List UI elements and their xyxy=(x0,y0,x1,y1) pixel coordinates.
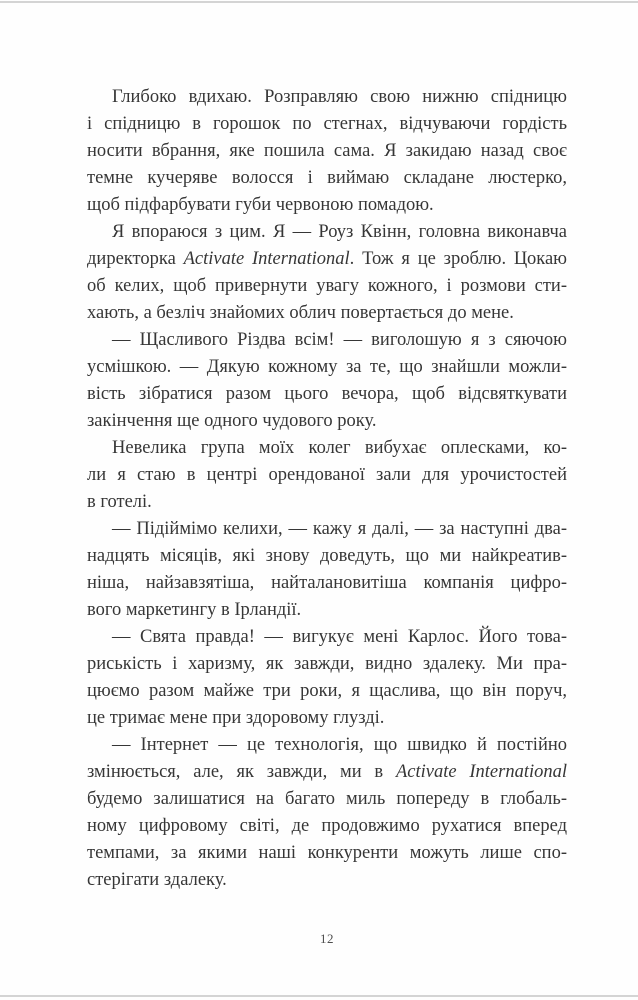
text-line: стерігати здалеку. xyxy=(87,870,227,890)
text-line: ному цифровому світі, де продовжимо рухатися вперед xyxy=(87,816,567,836)
text-line: змінюється, але, як завжди, ми в Activate International xyxy=(87,762,567,782)
text-line: в готелі. xyxy=(87,492,152,512)
text-line: — Інтернет — це технологія, що швидко й постійно xyxy=(112,735,567,755)
paragraph xyxy=(87,732,567,894)
text-line: ніша, найзавзятіша, найталановитіша компанія цифро- xyxy=(87,573,567,593)
text-line: будемо залишатися на багато миль попереду в глобаль- xyxy=(87,789,567,809)
paragraph xyxy=(87,435,567,516)
text-line: об келих, щоб привернути увагу кожного, і розмови сти- xyxy=(87,276,567,296)
paragraph xyxy=(87,516,567,624)
paragraph xyxy=(87,327,567,435)
text-line: — Свята правда! — вигукує мені Карлос. Його това- xyxy=(112,627,567,647)
paragraph xyxy=(87,219,567,327)
text-line: — Щасливого Різдва всім! — виголошую я з сяючою xyxy=(112,330,567,350)
text-line: закінчення ще одного чудового року. xyxy=(87,411,377,431)
text-line: цюємо разом майже три роки, я щаслива, що він поруч, xyxy=(87,681,567,701)
text-line: Я впораюся з цим. Я — Роуз Квінн, головна виконавча xyxy=(112,222,567,242)
paragraph xyxy=(87,84,567,219)
page-top-edge xyxy=(0,1,638,3)
text-line: хають, а безліч знайомих облич повертається до мене. xyxy=(87,303,514,323)
text-line: — Підіймімо келихи, — кажу я далі, — за наступні два- xyxy=(112,519,567,539)
text-line: надцять місяців, які знову доведуть, що ми найкреатив- xyxy=(87,546,567,566)
page-bottom-edge xyxy=(0,995,638,997)
text-line: усмішкою. — Дякую кожному за те, що знайшли можли- xyxy=(87,357,567,377)
page-text xyxy=(87,84,567,894)
text-line: Невелика група моїх колег вибухає оплесками, ко- xyxy=(112,438,567,458)
text-line: Глибоко вдихаю. Розправляю свою нижню спідницю xyxy=(112,87,567,107)
page-number: 12 xyxy=(320,931,334,946)
text-line: і спідницю в горошок по стегнах, відчуваючи гордість xyxy=(87,114,567,134)
paragraph xyxy=(87,624,567,732)
text-line: вість зібратися разом цього вечора, щоб відсвяткувати xyxy=(87,384,567,404)
text-line: директорка Activate International. Тож я це зроблю. Цокаю xyxy=(87,249,567,269)
text-line: це тримає мене при здоровому глузді. xyxy=(87,708,385,728)
text-line: носити вбрання, яке пошила сама. Я закидаю назад своє xyxy=(87,141,567,161)
text-line: вого маркетингу в Ірландії. xyxy=(87,600,302,620)
text-line: риськість і харизму, як завжди, видно здалеку. Ми пра- xyxy=(87,654,567,674)
text-line: щоб підфарбувати губи червоною помадою. xyxy=(87,195,434,215)
text-line: темпами, за якими наші конкуренти можуть лише спо- xyxy=(87,843,567,863)
text-line: ли я стаю в центрі орендованої зали для урочистостей xyxy=(87,465,567,485)
text-line: темне кучеряве волосся і виймаю складане люстерко, xyxy=(87,168,567,188)
